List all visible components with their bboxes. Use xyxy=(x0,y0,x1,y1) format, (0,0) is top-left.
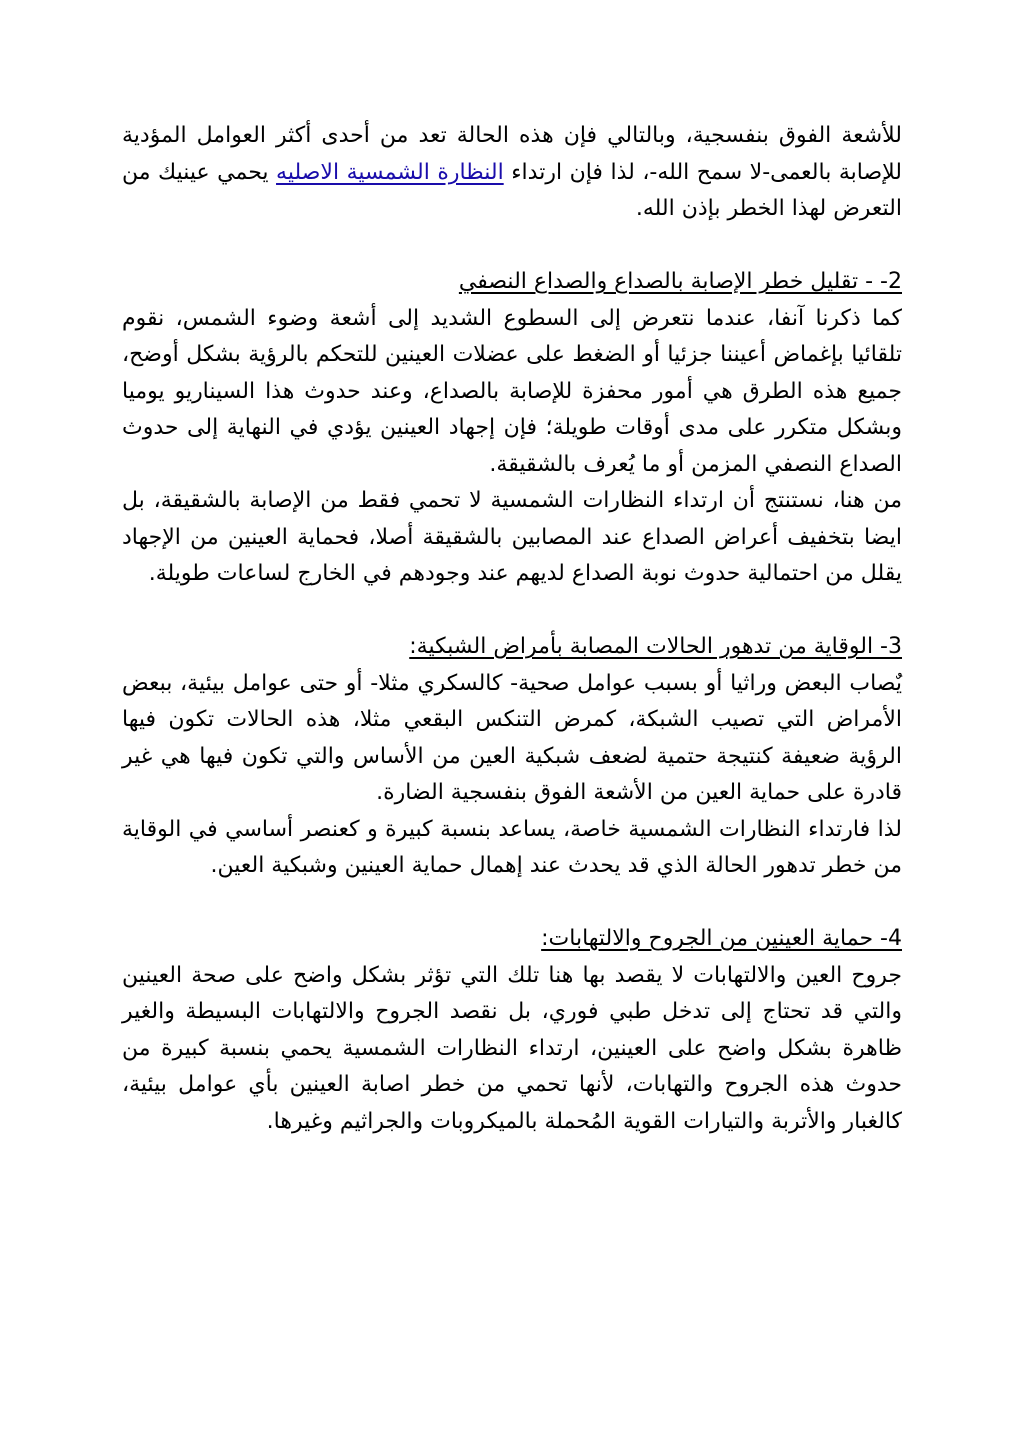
intro-text-part2: يحمي عينيك من التعرض لهذا الخطر بإذن الله. xyxy=(122,159,902,221)
section-4-heading: 4- حماية العينين من الجروح والالتهابات: xyxy=(541,926,902,951)
section-2-heading: 2- - تقليل خطر الإصابة بالصداع والصداع النصفي xyxy=(458,269,902,294)
section-3-heading: 3- الوقاية من تدهور الحالات المصابة بأمراض الشبكية: xyxy=(409,634,902,659)
paragraph-spacer xyxy=(122,228,902,265)
intro-text-part1: للأشعة الفوق بنفسجية، وبالتالي فإن هذه الحالة تعد من أحدى أكثر العوامل المؤدية للإصابة بالعمى-لا سمح الله-، لذا فإن ارتداء xyxy=(122,123,902,185)
section-3-paragraph-2: لذا فارتداء النظارات الشمسية خاصة، يساعد بنسبة كبيرة و كعنصر أساسي في الوقاية من خطر تدهور الحالة الذي قد يحدث عند إهمال حماية العينين وشبكية العين. xyxy=(122,816,902,878)
section-3-paragraph-1: يٌصاب البعض وراثيا أو بسبب عوامل صحية- كالسكري مثلا- أو حتى عوامل بيئية، ببعض الأمراض التي تصيب الشبكة، كمرض التنكس البقعي مثلا، هذه الحالات تكون فيها الرؤية ضعيفة كنتيجة حتمية لضعف شبكية العين من الأساس والتي تكون فيها هي غير قادرة على حماية العين من الأشعة الفوق بنفسجية الضارة. xyxy=(122,670,902,805)
section-2-paragraph-2: من هنا، نستنتج أن ارتداء النظارات الشمسية لا تحمي فقط من الإصابة بالشقيقة، بل ايضا بتخفيف أعراض الصداع عند المصابين بالشقيقة أصلا، فحماية العينين من الإجهاد يقلل من احتمالية حدوث نوبة الصداع لديهم عند وجودهم في الخارج لساعات طويلة. xyxy=(122,488,902,586)
intro-paragraph xyxy=(122,118,902,228)
paragraph-spacer xyxy=(122,593,902,630)
sunglasses-link[interactable]: النظارة الشمسية الاصليه xyxy=(276,159,504,185)
section-2-paragraph-1: كما ذكرنا آنفا، عندما نتعرض إلى السطوع الشديد إلى أشعة وضوء الشمس، نقوم تلقائيا بإغماض أعيننا جزئيا أو الضغط على عضلات العينين للتحكم بالرؤية بشكل أوضح، جميع هذه الطرق هي أمور محفزة للإصابة بالصداع، وعند حدوث هذا السيناريو يوميا وبشكل متكرر على مدى أوقات طويلة؛ فإن إجهاد العينين يؤدي في النهاية إلى حدوث الصداع النصفي المزمن أو ما يُعرف بالشقيقة. xyxy=(122,305,902,477)
paragraph-spacer xyxy=(122,885,902,922)
document-page xyxy=(122,118,902,1140)
section-4-paragraph-1: جروح العين والالتهابات لا يقصد بها هنا تلك التي تؤثر بشكل واضح على صحة العينين والتي قد تحتاج إلى تدخل طبي فوري، بل نقصد الجروح والالتهابات البسيطة والغير ظاهرة بشكل واضح على العينين، ارتداء النظارات الشمسية يحمي بنسبة كبيرة من حدوث هذه الجروح والتهابات، لأنها تحمي من خطر اصابة العينين بأي عوامل بيئية، كالغبار والأتربة والتيارات القوية المُحملة بالميكروبات والجراثيم وغيرها. xyxy=(122,962,902,1134)
